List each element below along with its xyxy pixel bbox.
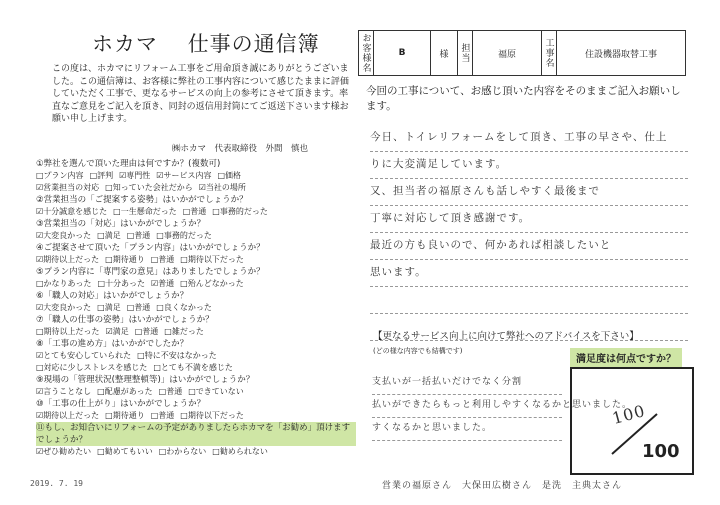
company-name: ホカマ bbox=[92, 32, 158, 56]
empty-line bbox=[370, 287, 688, 314]
option[interactable]: ☑営業担当の対応 bbox=[36, 183, 100, 192]
option[interactable]: □期待通り bbox=[105, 411, 145, 420]
option[interactable]: ☑とても安心していられた bbox=[36, 351, 132, 360]
option[interactable]: □普通 bbox=[158, 387, 183, 396]
satisfaction-handwritten: 100 bbox=[610, 400, 648, 429]
feedback-area bbox=[370, 125, 688, 341]
question-options bbox=[36, 386, 356, 398]
option[interactable]: ☑十分誠意を感じた bbox=[36, 207, 108, 216]
option[interactable]: ☑期待以上だった bbox=[36, 411, 100, 420]
option[interactable]: □普通 bbox=[126, 303, 151, 312]
question-text: ⑪もし、お知合いにリフォームの予定がありましたらホカマを「お勧め」頂けますでしょうか？ bbox=[36, 422, 356, 446]
questionnaire bbox=[36, 158, 356, 458]
option[interactable]: □事務的だった bbox=[212, 207, 268, 216]
option[interactable]: □満足 bbox=[97, 231, 121, 240]
advice-line: 支払いが一括払いだけでなく分割 bbox=[372, 372, 562, 395]
question-text: ④ご提案させて頂いた「プラン内容」はいかがでしょうか？ bbox=[36, 243, 265, 253]
option[interactable]: □一生懸命だった bbox=[113, 207, 177, 216]
feedback-line: りに大変満足しています。 bbox=[370, 152, 688, 179]
question-text: ⑨現場の「管理状況(整理整頓等)」はいかがでしょうか？ bbox=[36, 375, 255, 385]
work-label: 工事名 bbox=[542, 31, 557, 75]
option[interactable]: ☑言うことなし bbox=[36, 387, 92, 396]
feedback-line: 丁寧に対応して頂き感謝です。 bbox=[370, 206, 688, 233]
question-options bbox=[36, 182, 356, 194]
feedback-line: 思います。 bbox=[370, 260, 688, 287]
question-options bbox=[36, 278, 356, 290]
feedback-prompt: 今回の工事について、お感じ頂いた内容をそのままご記入お願いします。 bbox=[366, 85, 681, 112]
option[interactable]: □知っていた会社だから bbox=[105, 183, 193, 192]
option[interactable]: □かなりあった bbox=[36, 279, 92, 288]
option[interactable]: □普通 bbox=[134, 327, 159, 336]
question-text: ⑥「職人の対応」はいかがでしょうか？ bbox=[36, 291, 189, 301]
option[interactable]: □できていない bbox=[188, 387, 244, 396]
option[interactable]: □期待以下だった bbox=[180, 255, 244, 264]
option[interactable]: □わからない bbox=[158, 447, 207, 456]
option[interactable]: □プラン内容 bbox=[36, 171, 84, 180]
question-text: ①弊社を選んで頂いた理由は何ですか？(複数可) bbox=[36, 159, 221, 169]
question-options bbox=[36, 326, 356, 338]
option[interactable]: ☑大変良かった bbox=[36, 231, 92, 240]
question-options bbox=[36, 170, 356, 182]
question-options bbox=[36, 446, 356, 458]
question-options bbox=[36, 350, 356, 362]
question-text: ⑤プラン内容に「専門家の意見」はありましたでしょうか？ bbox=[36, 267, 265, 277]
question-text: ②営業担当の「ご提案する姿勢」はいかがでしょうか？ bbox=[36, 195, 248, 205]
advice-line: 払いができたらもっと利用しやすくなるかと思いました。 bbox=[372, 395, 562, 418]
date: 2019. 7. 19 bbox=[30, 479, 83, 488]
option[interactable]: □期待以上だった bbox=[36, 327, 100, 336]
satisfaction-score: 100 bbox=[642, 441, 680, 462]
satisfaction-box bbox=[570, 367, 694, 475]
option[interactable]: □普通 bbox=[182, 207, 207, 216]
staff-names: 営業の福原さん 大保田広樹さん 是洗 主典太さん bbox=[382, 481, 623, 491]
option[interactable]: □期待通り bbox=[105, 255, 145, 264]
question-options bbox=[36, 410, 356, 422]
option[interactable]: ☑期待以上だった bbox=[36, 255, 100, 264]
work-name: 住設機器取替工事 bbox=[584, 49, 657, 60]
option[interactable]: □特に不安はなかった bbox=[137, 351, 217, 360]
page-title bbox=[92, 28, 320, 58]
option[interactable]: □良くなかった bbox=[156, 303, 212, 312]
option[interactable]: □とても不満を感じた bbox=[153, 363, 233, 372]
feedback-line: 又、担当者の福原さんも話しやすく最後まで bbox=[370, 179, 688, 206]
option[interactable]: □殆んどなかった bbox=[180, 279, 244, 288]
option[interactable]: □普通 bbox=[126, 231, 151, 240]
option[interactable]: ☑大変良かった bbox=[36, 303, 92, 312]
advice-title: 【更なるサービス向上に向けて弊社へのアドバイスを下さい】 bbox=[373, 331, 639, 342]
option[interactable]: ☑満足 bbox=[105, 327, 129, 336]
staff-name: 福原 bbox=[473, 31, 542, 75]
question-options bbox=[36, 362, 356, 374]
option[interactable]: □勧められない bbox=[212, 447, 268, 456]
question-options bbox=[36, 230, 356, 242]
question-options bbox=[36, 302, 356, 314]
question-text: ③営業担当の「対応」はいかがでしょうか？ bbox=[36, 219, 206, 229]
option[interactable]: ☑ぜひ勧めたい bbox=[36, 447, 92, 456]
option[interactable]: □期待以下だった bbox=[180, 411, 244, 420]
option[interactable]: ☑専門性 bbox=[119, 171, 151, 180]
question-options bbox=[36, 254, 356, 266]
satisfaction-title: 満足度は何点ですか？ bbox=[570, 348, 682, 367]
feedback-line: 今日、トイレリフォームをして頂き、工事の早さや、仕上 bbox=[370, 125, 688, 152]
option[interactable]: □価格 bbox=[217, 171, 242, 180]
option[interactable]: □雑だった bbox=[164, 327, 204, 336]
document-title: 仕事の通信簿 bbox=[187, 32, 320, 56]
option[interactable]: ☑普通 bbox=[150, 279, 175, 288]
option[interactable]: ☑当社の場所 bbox=[198, 183, 246, 192]
honorific: 様 bbox=[431, 31, 458, 75]
staff-label: 担当 bbox=[458, 31, 473, 75]
option[interactable]: □普通 bbox=[150, 255, 175, 264]
question-text: ⑩「工事の仕上がり」はいかがでしょうか？ bbox=[36, 399, 206, 409]
question-options bbox=[36, 206, 356, 218]
feedback-line: 最近の方も良いので、何かあれば相談したいと bbox=[370, 233, 688, 260]
advice-subtitle: (どの様な内容でも結構です) bbox=[373, 347, 463, 355]
signature: ㈱ホカマ 代表取締役 外間 慎也 bbox=[172, 144, 309, 154]
option[interactable]: □満足 bbox=[97, 303, 121, 312]
customer-header bbox=[358, 30, 686, 76]
intro-text: この度は、ホカマにリフォーム工事をご用命頂き誠にありがとうございました。この通信簿は、お客様に弊社の工事内容について感じたままに評価していただく工事で、更なるサービスの向上の参考にさせて頂きます。率直なご意見をご記入を頂き、同封の返信用封筒にてご返送下さいます様お願い申し上げます。 bbox=[52, 64, 349, 124]
option[interactable]: □事務的だった bbox=[156, 231, 212, 240]
option[interactable]: □勧めてもいい bbox=[97, 447, 153, 456]
advice-line: すくなるかと思いました。 bbox=[372, 418, 562, 441]
option[interactable]: □評判 bbox=[89, 171, 114, 180]
question-text: ⑧「工事の進め方」はいかがでしたか？ bbox=[36, 339, 189, 349]
option[interactable]: □配慮があった bbox=[97, 387, 153, 396]
customer-label: お客様名 bbox=[359, 31, 374, 75]
option[interactable]: ☑サービス内容 bbox=[156, 171, 212, 180]
customer-name: B bbox=[374, 31, 431, 75]
option[interactable]: □十分あった bbox=[97, 279, 145, 288]
option[interactable]: □普通 bbox=[150, 411, 175, 420]
option[interactable]: □対応に少しストレスを感じた bbox=[36, 363, 148, 372]
question-text: ⑦「職人の仕事の姿勢」はいかがでしょうか？ bbox=[36, 315, 214, 325]
